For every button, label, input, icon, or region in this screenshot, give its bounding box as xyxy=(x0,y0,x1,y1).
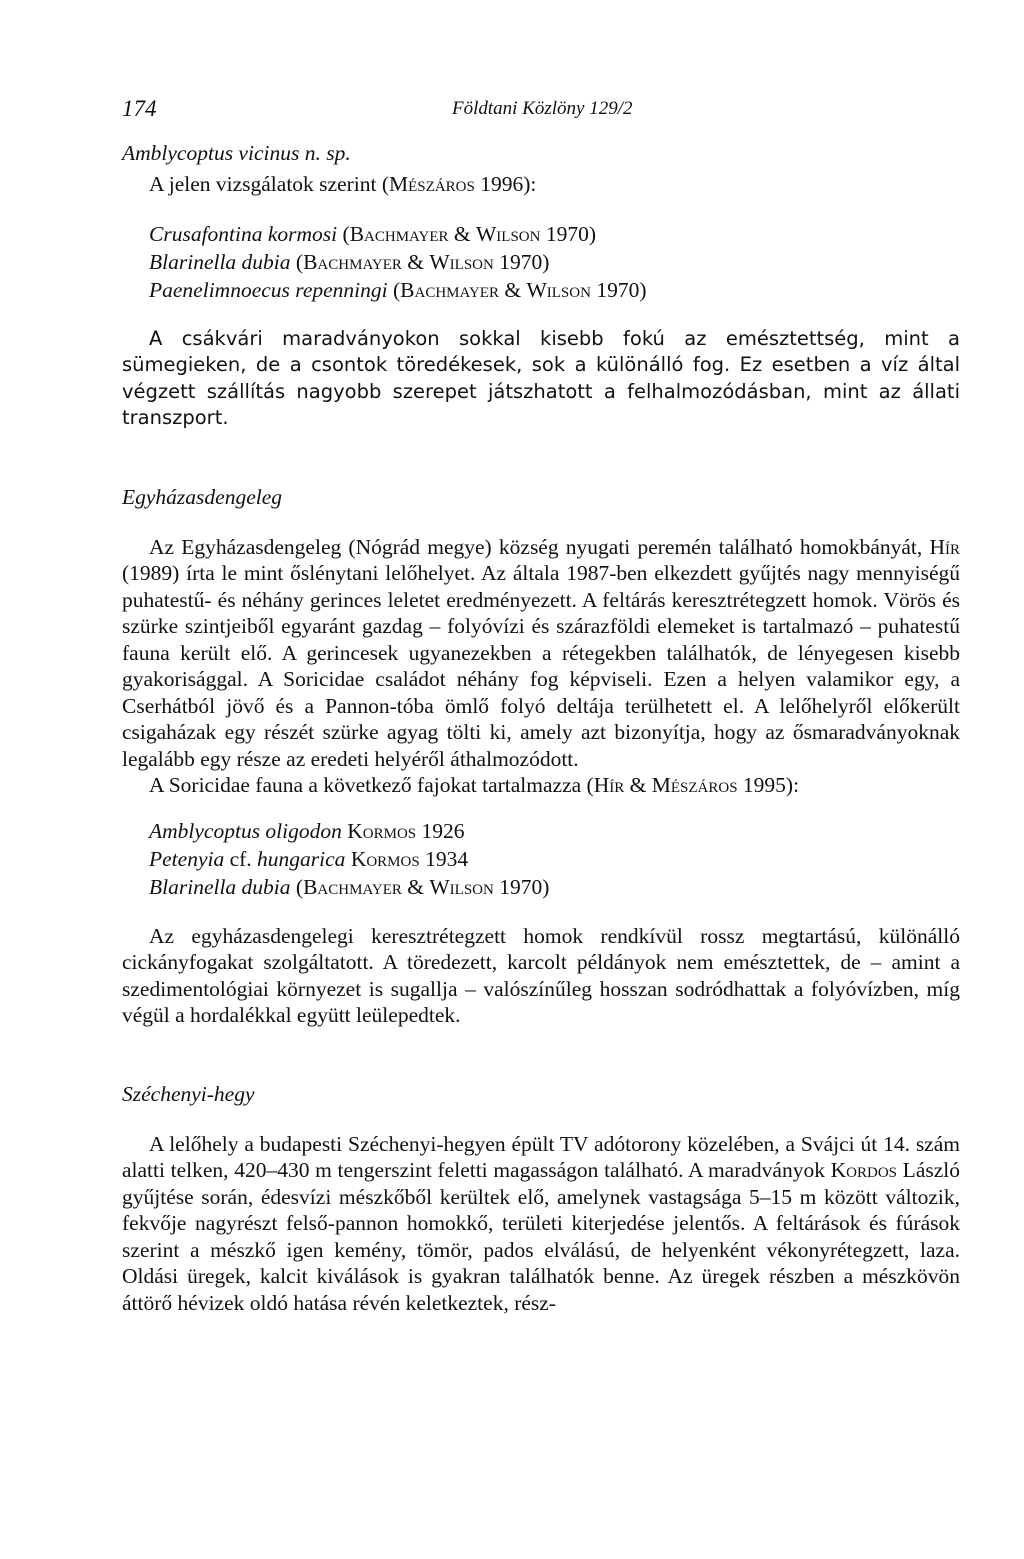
text: 1970) xyxy=(540,221,597,246)
list-item xyxy=(149,276,960,304)
list-item xyxy=(149,873,960,901)
species-heading-name: Amblycoptus vicinus xyxy=(122,141,300,165)
text: ( xyxy=(337,221,350,246)
paragraph xyxy=(122,772,960,799)
text: 1995): xyxy=(737,773,800,797)
page-header xyxy=(122,96,962,126)
text: 1970) xyxy=(493,874,550,899)
species-list xyxy=(149,220,960,304)
author-ref: Mészáros xyxy=(389,172,475,196)
text: & xyxy=(448,221,476,246)
text: (1989) írta le mint őslénytani lelőhelyet. Az általa 1987-ben elkezdett gyűjtés nagy mennyiségű puhatestű- és néhány gerinces leletet eredményezett. A feltárás keresztrétegzett homok. Vörös és szürke szintjeiből egyaránt gazdag – folyóvízi és szárazföldi elemeket is tartalmazó – puhatestű fauna került elő. A gerincesek ugyanezekben a rétegekben találhatók, de lényegesen kisebb gyakorisággal. A Soricidae családot néhány fog képviseli. Ezen a helyen valamikor egy, a Cserhátból jövő és a Pannon-tóba ömlő folyó deltája terülhetett el. A lelőhelyről előkerült csigaházak egy részét szürke agyag tölti ki, amely azt bizonyítja, hogy az ősmaradványoknak legalább egy része az eredeti helyéről áthalmozódott. xyxy=(122,561,960,771)
page-number: 174 xyxy=(122,96,157,121)
species-name: Blarinella dubia xyxy=(149,874,291,899)
text: & xyxy=(498,277,527,302)
species-name: Petenyia xyxy=(149,846,225,871)
spacer xyxy=(122,1029,960,1081)
species-list xyxy=(149,817,960,901)
journal-title: Földtani Közlöny 129/2 xyxy=(452,98,633,119)
author-ref: Wilson xyxy=(526,277,591,302)
text: ( xyxy=(290,249,304,274)
intro-line xyxy=(122,171,960,198)
author-ref: Wilson xyxy=(429,249,494,274)
section-title: Széchenyi-hegy xyxy=(122,1081,255,1106)
text: & xyxy=(401,874,430,899)
author-ref: Hír xyxy=(929,534,960,559)
text: A lelőhely a budapesti Széchenyi-hegyen épült TV adótorony közelében, a Svájci út 14. szám alatti telken, 420–430 m tengerszint feletti magasságon található. A maradványok xyxy=(122,1131,960,1182)
text: 1970) xyxy=(493,249,550,274)
text: cf. xyxy=(224,846,258,871)
species-name: Blarinella dubia xyxy=(149,249,291,274)
species-name: Amblycoptus oligodon xyxy=(149,818,342,843)
author-ref: Wilson xyxy=(476,221,541,246)
author-ref: Bachmayer xyxy=(303,249,402,274)
species-heading xyxy=(122,140,960,167)
text: ( xyxy=(290,874,304,899)
species-name: hungarica xyxy=(257,846,346,871)
paragraph: Az egyházasdengelegi keresztrétegzett homok rendkívül rossz megtartású, különálló cickányfogakat szolgáltatott. A töredezett, karcolt példányok nem emésztettek, de – amint a szedimentológiai környezet is sugallja – valószínűleg hosszan sodródhattak a folyóvízben, míg végül a hordalékkal együtt leülepedtek. xyxy=(122,923,960,1027)
list-item xyxy=(149,817,960,845)
species-name: Crusafontina kormosi xyxy=(149,221,338,246)
intro-text: A jelen vizsgálatok szerint ( xyxy=(149,172,390,196)
text: 1926 xyxy=(416,818,465,843)
list-item xyxy=(149,220,960,248)
author-ref: Kormos xyxy=(347,818,417,843)
list-item xyxy=(149,845,960,873)
author-ref: Kordos xyxy=(830,1158,898,1182)
author-ref: Wilson xyxy=(429,874,494,899)
intro-text-end: 1996): xyxy=(474,172,537,196)
spacer xyxy=(122,432,960,484)
text: Az Egyházasdengeleg (Nógrád megye) község nyugati peremén található homokbányát, xyxy=(149,534,930,559)
text: & xyxy=(624,773,652,797)
author-ref: Bachmayer xyxy=(303,874,402,899)
paragraph xyxy=(122,534,960,773)
author-ref: Mészáros xyxy=(651,773,738,797)
paragraph xyxy=(122,1131,960,1317)
text: ( xyxy=(387,277,401,302)
author-ref: Hír xyxy=(593,773,625,797)
text: & xyxy=(401,249,430,274)
text: A Soricidae fauna a következő fajokat tartalmazza ( xyxy=(149,773,594,797)
species-heading-suffix: n. sp. xyxy=(299,141,351,165)
author-ref: Bachmayer xyxy=(349,221,449,246)
author-ref: Kormos xyxy=(350,846,420,871)
list-item xyxy=(149,248,960,276)
section-title: Egyházasdengeleg xyxy=(122,484,283,509)
author-ref: Bachmayer xyxy=(400,277,499,302)
text: 1934 xyxy=(419,846,469,871)
text: 1970) xyxy=(590,277,647,302)
page-body xyxy=(122,140,960,1316)
paragraph: A csákvári maradványokon sokkal kisebb fokú az emésztettség, mint a sümegieken, de a csontok töredékesek, sok a különálló fog. Ez esetben a víz által végzett szállítás nagyobb szerepet játszhatott a felhalmozódásban, mint az állati transzport. xyxy=(122,326,960,429)
spacer xyxy=(122,1108,960,1131)
species-name: Paenelimnoecus repenningi xyxy=(149,277,388,302)
spacer xyxy=(122,511,960,534)
text: László gyűjtése során, édesvízi mészkőből kerültek elő, amelynek vastagsága 5–15 m között változik, fekvője nagyrészt felső-pannon homokkő, területi kiterjedése jelentős. A feltárások és fúrások szerint a mészkő igen kemény, tömör, pados elválású, de helyenként vékonyrétegzett, laza. Oldási üregek, kalcit kiválások is gyakran találhatók benne. Az üregek részben a mészkövön áttörő hévizek oldó hatása révén keletkeztek, rész- xyxy=(122,1158,960,1315)
